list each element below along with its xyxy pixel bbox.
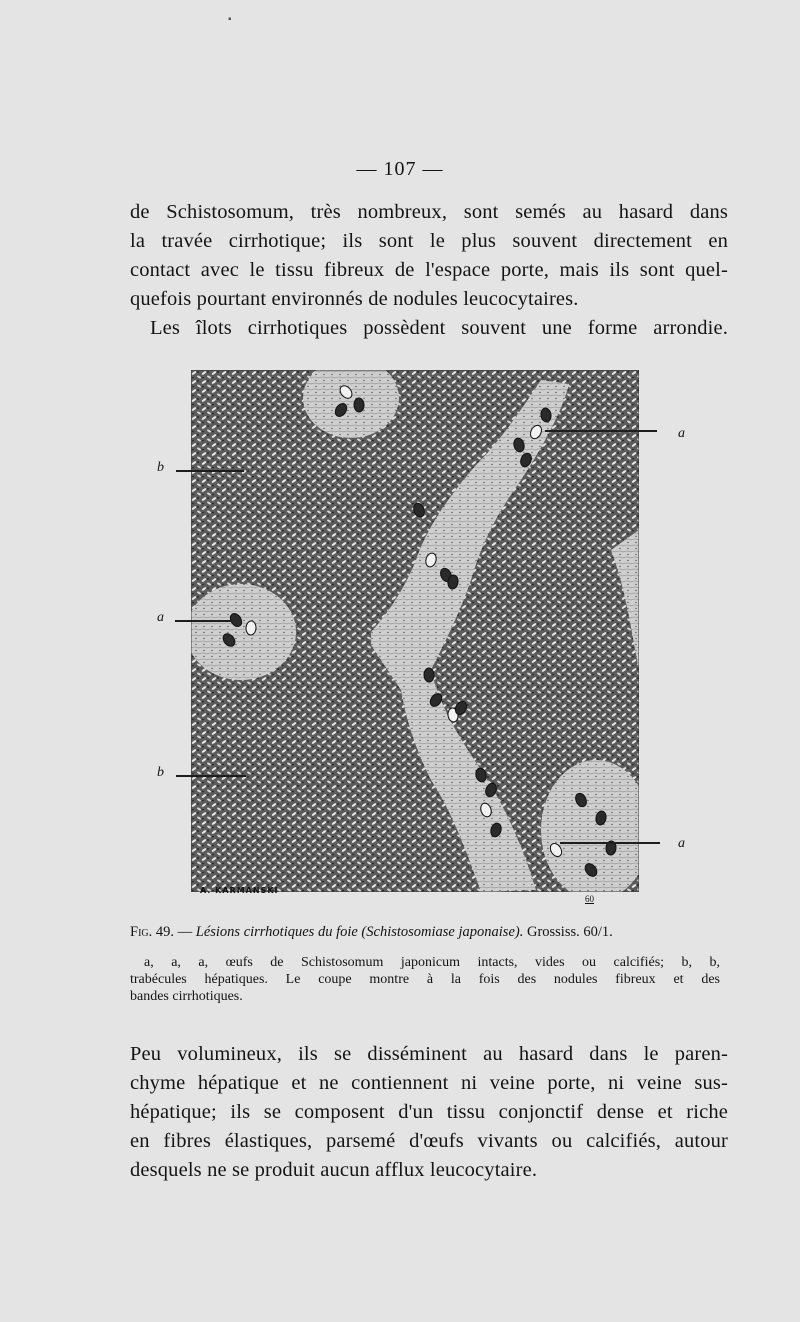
text-line: hépatique; ils se composent d'un tissu conjonctif dense et riche: [130, 1101, 728, 1123]
text-line: de Schistosomum, très nombreux, sont semés au hasard dans: [130, 201, 728, 223]
caption-line: bandes cirrhotiques.: [130, 989, 243, 1004]
caption-line: a, a, a, œufs de Schistosomum japonicum intacts, vides ou calcifiés; b, b,: [144, 955, 720, 970]
caption-magnification: Grossiss. 60/1.: [523, 924, 613, 940]
figure-number: Fig. 49.: [130, 924, 174, 940]
scale-mark: 60: [585, 894, 594, 904]
fibrous-nodule-left: [191, 584, 296, 680]
leader-line: [545, 430, 657, 432]
figure-caption-title: [130, 924, 728, 941]
text-line: la travée cirrhotique; ils sont le plus souvent directement en: [130, 230, 728, 252]
caption-title-italic: Lésions cirrhotiques du foie (Schistosomiase japonaise).: [195, 924, 524, 940]
leader-line: [176, 470, 244, 472]
text-line: contact avec le tissu fibreux de l'espace porte, mais ils sont quel-: [130, 259, 728, 281]
text-line: chyme hépatique et ne contiennent ni veine porte, ni veine sus-: [130, 1072, 728, 1094]
figure-label-b: b: [157, 460, 164, 475]
histology-figure: [191, 370, 639, 892]
egg-mark: [246, 621, 257, 636]
caption-line: trabécules hépatiques. Le coupe montre à la fois des nodules fibreux et des: [130, 972, 720, 987]
page-number: — 107 —: [356, 158, 444, 180]
figure-label-b: b: [157, 765, 164, 780]
text-line: desquels ne se produit aucun afflux leucocytaire.: [130, 1159, 538, 1181]
liver-section-illustration: [191, 370, 639, 892]
illustrator-signature: A. KARMANSKI: [200, 886, 279, 895]
figure-label-a: a: [157, 610, 164, 625]
leader-line: [560, 842, 660, 844]
egg-mark: [424, 668, 434, 682]
page-speck: ▪: [228, 14, 232, 25]
figure-label-a: a: [678, 836, 685, 851]
text-line: Peu volumineux, ils se disséminent au hasard dans le paren-: [130, 1043, 728, 1065]
paragraph-bottom: [130, 1040, 728, 1185]
leader-line: [175, 620, 231, 622]
text-line: quefois pourtant environnés de nodules leucocytaires.: [130, 288, 579, 310]
caption-dash: —: [174, 924, 196, 940]
figure-caption-body: [130, 954, 720, 1005]
egg-mark: [354, 398, 365, 413]
text-line: Les îlots cirrhotiques possèdent souvent une forme arrondie.: [150, 317, 728, 339]
leader-line: [176, 775, 246, 777]
text-line: en fibres élastiques, parsemé d'œufs vivants ou calcifiés, autour: [130, 1130, 728, 1152]
figure-label-a: a: [678, 426, 685, 441]
paragraph-top: [130, 198, 728, 343]
